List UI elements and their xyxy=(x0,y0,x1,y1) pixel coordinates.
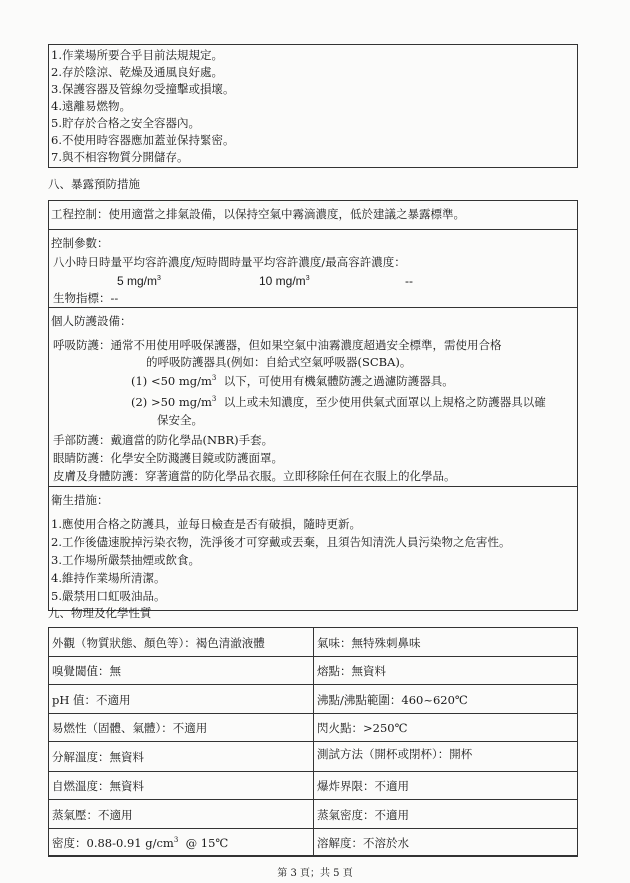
limits-label: 八小時日時量平均容許濃度/短時間時量平均容許濃度/最高容許濃度： xyxy=(53,255,406,269)
hygiene-item: 5.嚴禁用口虹吸油品。 xyxy=(51,589,166,603)
property-odor-threshold: 嗅覺閾值：無 xyxy=(52,664,121,678)
respiratory-item-2: (2) >50 $mg/m^3$ 以上或未知濃度，至少使用供氣式面罩以上規格之防護器具以確 xyxy=(131,395,546,409)
storage-item: 4.遠離易燃物。 xyxy=(51,99,131,113)
property-appearance: 外觀（物質狀態、顏色等）：褐色清澈液體 xyxy=(52,636,265,650)
hygiene-title: 衛生措施： xyxy=(51,493,109,507)
skin-protection: 皮膚及身體防護：穿著適當的防化學品衣服。立即移除任何在衣服上的化學品。 xyxy=(53,469,456,483)
storage-item: 3.保護容器及管線勿受撞擊或損壞。 xyxy=(51,82,235,96)
property-ph: pH 值：不適用 xyxy=(52,693,131,707)
respiratory-protection: 呼吸防護：通常不用使用呼吸保護器，但如果空氣中油霧濃度超過安全標準，需使用合格 xyxy=(53,338,502,352)
respiratory-protection-cont: 的呼吸防護器具(例如：自給式空氣呼吸器(SCBA)。 xyxy=(146,355,412,369)
storage-item: 5.貯存於合格之安全容器內。 xyxy=(51,116,200,130)
storage-item: 1.作業場所要合乎目前法規規定。 xyxy=(51,48,223,62)
hygiene-item: 3.工作場所嚴禁抽煙或飲食。 xyxy=(51,553,200,567)
property-decomposition-temp: 分解溫度：無資料 xyxy=(52,750,144,764)
section9-title: 九、物理及化學性質 xyxy=(48,606,152,620)
divider xyxy=(49,229,577,230)
storage-item: 2.存於陰涼、乾燥及通風良好處。 xyxy=(51,65,223,79)
property-autoignition-temp: 自燃溫度：無資料 xyxy=(52,779,144,793)
property-melting-point: 熔點：無資料 xyxy=(317,664,386,678)
respiratory-item-1: (1) <50 $mg/m^3$ 以下，可使用有機氣體防護之過濾防護器具。 xyxy=(131,374,454,388)
storage-box xyxy=(48,44,578,168)
property-boiling-point: 沸點/沸點範圍：460~620℃ xyxy=(317,693,468,707)
control-params-title: 控制參數： xyxy=(51,236,109,250)
property-vapor-density: 蒸氣密度：不適用 xyxy=(317,808,409,822)
properties-table xyxy=(48,627,578,857)
property-flammability: 易燃性（固體、氣體）：不適用 xyxy=(52,721,208,735)
ppe-title: 個人防護設備： xyxy=(51,314,132,328)
property-vapor-pressure: 蒸氣壓：不適用 xyxy=(52,808,133,822)
ceiling-value: -- xyxy=(405,274,413,288)
hygiene-item: 4.維持作業場所清潔。 xyxy=(51,571,166,585)
bio-indicator: 生物指標：-- xyxy=(53,291,119,305)
section8-title: 八、暴露預防措施 xyxy=(48,177,140,191)
property-solubility: 溶解度：不溶於水 xyxy=(317,836,409,850)
twa-value: 5 $mg/m^3$ xyxy=(117,274,161,288)
page-footer: 第 3 頁；共 5 頁 xyxy=(277,868,353,879)
storage-item: 7.與不相容物質分開儲存。 xyxy=(51,150,189,164)
hand-protection: 手部防護：戴適當的防化學品(NBR)手套。 xyxy=(53,433,274,447)
stel-value: 10 $mg/m^3$ xyxy=(259,274,310,288)
respiratory-item-2-cont: 保安全。 xyxy=(157,413,203,427)
divider xyxy=(49,307,577,308)
property-density: 密度：0.88-0.91 $g/cm^3$ @ 15℃ xyxy=(52,836,229,850)
column-divider xyxy=(313,628,314,856)
property-flash-point: 閃火點：>250℃ xyxy=(317,721,408,735)
divider xyxy=(49,486,577,487)
property-odor: 氣味：無特殊刺鼻味 xyxy=(317,636,421,650)
hygiene-item: 1.應使用合格之防護具，並每日檢查是否有破損，隨時更新。 xyxy=(51,517,361,531)
eye-protection: 眼睛防護：化學安全防濺護目鏡或防護面罩。 xyxy=(53,451,283,465)
property-explosion-limits: 爆炸界限：不適用 xyxy=(317,779,409,793)
hygiene-item: 2.工作後儘速脫掉污染衣物，洗淨後才可穿戴或丟棄，且須告知清洗人員污染物之危害性。 xyxy=(51,535,511,549)
property-test-method: 測試方法（開杯或閉杯）：開杯 xyxy=(317,747,473,761)
engineering-control: 工程控制：使用適當之排氣設備，以保持空氣中霧滴濃度，低於建議之暴露標準。 xyxy=(51,207,465,221)
exposure-control-box xyxy=(48,200,578,611)
storage-item: 6.不使用時容器應加蓋並保持緊密。 xyxy=(51,133,235,147)
